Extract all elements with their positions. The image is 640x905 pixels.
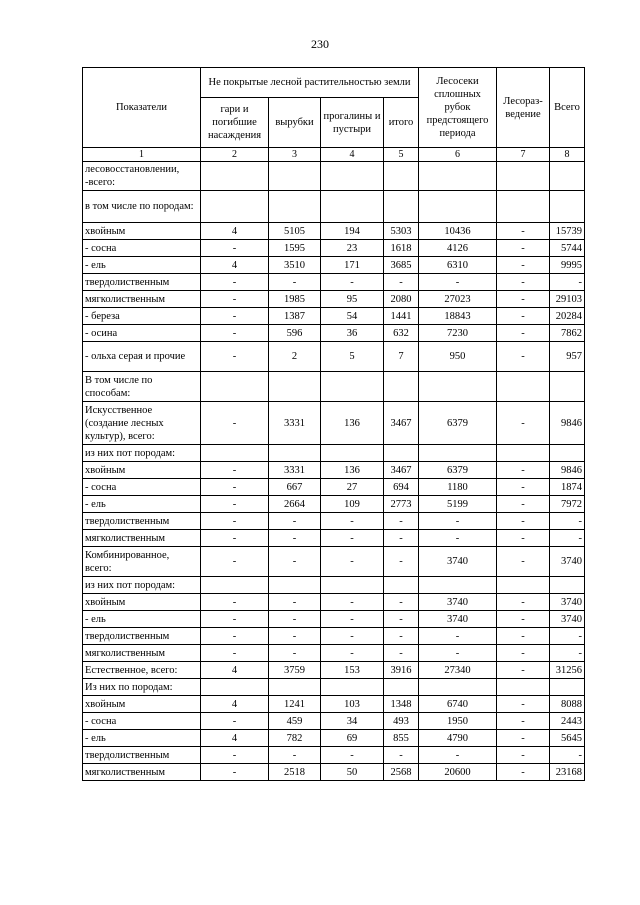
cell-value: 8088: [550, 696, 585, 713]
table-row: [83, 547, 585, 577]
cell-value: -: [497, 274, 550, 291]
cell-value: [201, 679, 269, 696]
cell-value: 459: [269, 713, 321, 730]
cell-value: 27: [321, 479, 384, 496]
cell-value: [321, 679, 384, 696]
cell-value: [419, 372, 497, 402]
cell-value: 5199: [419, 496, 497, 513]
cell-value: -: [321, 611, 384, 628]
row-label: твердолиственным: [83, 513, 201, 530]
table-row: [83, 402, 585, 445]
cell-value: [384, 162, 419, 191]
cell-value: 1441: [384, 308, 419, 325]
table-row: [83, 445, 585, 462]
cell-value: -: [269, 747, 321, 764]
cell-value: -: [321, 274, 384, 291]
cell-value: -: [550, 747, 585, 764]
cell-value: 18843: [419, 308, 497, 325]
row-label: Естественное, всего:: [83, 662, 201, 679]
cell-value: -: [201, 594, 269, 611]
cell-value: -: [497, 713, 550, 730]
cell-value: [419, 191, 497, 223]
table-row: [83, 496, 585, 513]
cell-value: 3685: [384, 257, 419, 274]
row-label: хвойным: [83, 594, 201, 611]
table-row: [83, 594, 585, 611]
cell-value: 27023: [419, 291, 497, 308]
table-row: [83, 223, 585, 240]
cell-value: -: [419, 274, 497, 291]
cell-value: -: [497, 402, 550, 445]
row-label: из них пот породам:: [83, 577, 201, 594]
row-label: хвойным: [83, 696, 201, 713]
cell-value: -: [497, 730, 550, 747]
column-number: 2: [201, 148, 269, 162]
header-cuttings: вырубки: [269, 98, 321, 148]
cell-value: [419, 577, 497, 594]
cell-value: [550, 577, 585, 594]
cell-value: [321, 577, 384, 594]
row-label: Из них по породам:: [83, 679, 201, 696]
table-row: [83, 730, 585, 747]
cell-value: 54: [321, 308, 384, 325]
row-label: мягколиственным: [83, 291, 201, 308]
cell-value: 1618: [384, 240, 419, 257]
cell-value: 9995: [550, 257, 585, 274]
cell-value: -: [269, 628, 321, 645]
cell-value: -: [269, 594, 321, 611]
header-indicators: Показатели: [83, 68, 201, 148]
cell-value: -: [550, 645, 585, 662]
cell-value: 694: [384, 479, 419, 496]
cell-value: -: [384, 594, 419, 611]
cell-value: 855: [384, 730, 419, 747]
cell-value: 3740: [419, 611, 497, 628]
cell-value: 6740: [419, 696, 497, 713]
row-label: мягколиственным: [83, 645, 201, 662]
row-label: - ель: [83, 730, 201, 747]
row-label: Комбинированное, всего:: [83, 547, 201, 577]
cell-value: 103: [321, 696, 384, 713]
cell-value: 4: [201, 662, 269, 679]
cell-value: [201, 372, 269, 402]
header-subtotal: итого: [384, 98, 419, 148]
cell-value: [384, 679, 419, 696]
cell-value: -: [321, 628, 384, 645]
table-row: [83, 191, 585, 223]
cell-value: 6379: [419, 462, 497, 479]
cell-value: 632: [384, 325, 419, 342]
table-row: [83, 679, 585, 696]
cell-value: 2080: [384, 291, 419, 308]
table-row: [83, 257, 585, 274]
table-row: [83, 611, 585, 628]
cell-value: 50: [321, 764, 384, 781]
cell-value: [201, 191, 269, 223]
cell-value: 136: [321, 462, 384, 479]
cell-value: [269, 679, 321, 696]
row-label: - береза: [83, 308, 201, 325]
column-number: 4: [321, 148, 384, 162]
table-row: [83, 530, 585, 547]
cell-value: 69: [321, 730, 384, 747]
cell-value: 10436: [419, 223, 497, 240]
cell-value: -: [497, 764, 550, 781]
cell-value: -: [201, 628, 269, 645]
cell-value: 1874: [550, 479, 585, 496]
cell-value: [321, 372, 384, 402]
cell-value: -: [201, 308, 269, 325]
cell-value: 7862: [550, 325, 585, 342]
row-label: - ель: [83, 257, 201, 274]
cell-value: 5645: [550, 730, 585, 747]
cell-value: 109: [321, 496, 384, 513]
cell-value: -: [201, 513, 269, 530]
table-row: [83, 342, 585, 372]
header-burns: гари и погибшие насаждения: [201, 98, 269, 148]
cell-value: 1387: [269, 308, 321, 325]
cell-value: 4: [201, 257, 269, 274]
cell-value: -: [201, 462, 269, 479]
row-label: из них пот породам:: [83, 445, 201, 462]
header-glades: прогалины и пустыри: [321, 98, 384, 148]
header-not-covered: Не покрытые лесной растительностью земли: [201, 68, 419, 98]
page-number: 230: [311, 37, 329, 51]
column-number-row: [83, 148, 585, 162]
cell-value: -: [201, 240, 269, 257]
row-label: твердолиственным: [83, 747, 201, 764]
cell-value: 3510: [269, 257, 321, 274]
cell-value: -: [201, 645, 269, 662]
cell-value: 171: [321, 257, 384, 274]
cell-value: 7972: [550, 496, 585, 513]
row-label: - сосна: [83, 713, 201, 730]
column-number: 8: [550, 148, 585, 162]
cell-value: -: [497, 223, 550, 240]
row-label: хвойным: [83, 462, 201, 479]
cell-value: [269, 577, 321, 594]
cell-value: -: [384, 645, 419, 662]
cell-value: -: [497, 291, 550, 308]
cell-value: -: [269, 274, 321, 291]
cell-value: 2: [269, 342, 321, 372]
header-total: Всего: [550, 68, 585, 148]
cell-value: -: [201, 274, 269, 291]
cell-value: -: [497, 696, 550, 713]
cell-value: [269, 162, 321, 191]
table-row: [83, 764, 585, 781]
cell-value: [419, 162, 497, 191]
cell-value: 2518: [269, 764, 321, 781]
cell-value: [497, 445, 550, 462]
data-table: [82, 67, 585, 781]
cell-value: 3331: [269, 402, 321, 445]
cell-value: 4: [201, 730, 269, 747]
row-label: - ель: [83, 611, 201, 628]
cell-value: [550, 445, 585, 462]
cell-value: 7230: [419, 325, 497, 342]
cell-value: 1950: [419, 713, 497, 730]
cell-value: -: [497, 662, 550, 679]
cell-value: 782: [269, 730, 321, 747]
cell-value: 5: [321, 342, 384, 372]
cell-value: -: [419, 747, 497, 764]
cell-value: 9846: [550, 462, 585, 479]
cell-value: -: [419, 513, 497, 530]
row-label: - ольха серая и прочие: [83, 342, 201, 372]
cell-value: 3740: [550, 547, 585, 577]
cell-value: -: [384, 530, 419, 547]
cell-value: 3740: [419, 547, 497, 577]
cell-value: 136: [321, 402, 384, 445]
cell-value: -: [201, 342, 269, 372]
column-number: 3: [269, 148, 321, 162]
cell-value: [269, 445, 321, 462]
column-number: 5: [384, 148, 419, 162]
row-label: твердолиственным: [83, 628, 201, 645]
cell-value: [384, 577, 419, 594]
cell-value: 2568: [384, 764, 419, 781]
cell-value: -: [201, 611, 269, 628]
cell-value: 957: [550, 342, 585, 372]
cell-value: -: [201, 325, 269, 342]
cell-value: -: [201, 496, 269, 513]
row-label: В том числе по способам:: [83, 372, 201, 402]
table-row: [83, 308, 585, 325]
cell-value: 596: [269, 325, 321, 342]
cell-value: [550, 372, 585, 402]
cell-value: -: [497, 645, 550, 662]
table-row: [83, 291, 585, 308]
cell-value: 1241: [269, 696, 321, 713]
cell-value: 950: [419, 342, 497, 372]
cell-value: [269, 191, 321, 223]
cell-value: [497, 679, 550, 696]
cell-value: 3467: [384, 402, 419, 445]
table-row: [83, 372, 585, 402]
cell-value: [201, 162, 269, 191]
cell-value: -: [419, 530, 497, 547]
cell-value: -: [497, 462, 550, 479]
cell-value: 7: [384, 342, 419, 372]
cell-value: 5303: [384, 223, 419, 240]
cell-value: 20600: [419, 764, 497, 781]
cell-value: [384, 191, 419, 223]
column-number: 6: [419, 148, 497, 162]
cell-value: [384, 445, 419, 462]
cell-value: 4: [201, 696, 269, 713]
row-label: мягколиственным: [83, 764, 201, 781]
header-clearcut: Лесосеки сплошных рубок предстоящего периода: [419, 68, 497, 148]
cell-value: 34: [321, 713, 384, 730]
table-row: [83, 696, 585, 713]
table-row: [83, 462, 585, 479]
cell-value: -: [384, 274, 419, 291]
cell-value: -: [419, 628, 497, 645]
cell-value: 2773: [384, 496, 419, 513]
cell-value: -: [497, 496, 550, 513]
cell-value: 1180: [419, 479, 497, 496]
cell-value: 23168: [550, 764, 585, 781]
table-row: [83, 325, 585, 342]
cell-value: -: [201, 402, 269, 445]
cell-value: -: [497, 628, 550, 645]
cell-value: 3740: [550, 611, 585, 628]
cell-value: [201, 577, 269, 594]
column-number: 7: [497, 148, 550, 162]
row-label: - сосна: [83, 240, 201, 257]
cell-value: 3740: [419, 594, 497, 611]
cell-value: 3740: [550, 594, 585, 611]
table-row: [83, 577, 585, 594]
cell-value: -: [497, 594, 550, 611]
cell-value: -: [550, 530, 585, 547]
cell-value: -: [269, 645, 321, 662]
cell-value: 4126: [419, 240, 497, 257]
cell-value: 29103: [550, 291, 585, 308]
cell-value: 4790: [419, 730, 497, 747]
cell-value: 15739: [550, 223, 585, 240]
cell-value: [497, 191, 550, 223]
cell-value: -: [384, 628, 419, 645]
cell-value: -: [497, 547, 550, 577]
cell-value: 6379: [419, 402, 497, 445]
cell-value: -: [497, 240, 550, 257]
cell-value: -: [497, 342, 550, 372]
cell-value: -: [269, 530, 321, 547]
cell-value: [550, 162, 585, 191]
cell-value: -: [550, 513, 585, 530]
cell-value: [550, 191, 585, 223]
cell-value: -: [497, 308, 550, 325]
cell-value: -: [321, 530, 384, 547]
cell-value: -: [201, 479, 269, 496]
cell-value: -: [321, 594, 384, 611]
cell-value: 3331: [269, 462, 321, 479]
cell-value: -: [497, 325, 550, 342]
cell-value: [497, 577, 550, 594]
cell-value: [419, 445, 497, 462]
table-row: [83, 274, 585, 291]
cell-value: -: [497, 257, 550, 274]
cell-value: -: [497, 611, 550, 628]
cell-value: -: [497, 747, 550, 764]
cell-value: 194: [321, 223, 384, 240]
cell-value: -: [497, 513, 550, 530]
cell-value: 1348: [384, 696, 419, 713]
cell-value: -: [497, 479, 550, 496]
table-row: [83, 162, 585, 191]
cell-value: -: [419, 645, 497, 662]
cell-value: -: [201, 747, 269, 764]
cell-value: -: [550, 628, 585, 645]
table-row: [83, 240, 585, 257]
cell-value: -: [321, 747, 384, 764]
cell-value: 2443: [550, 713, 585, 730]
cell-value: 23: [321, 240, 384, 257]
cell-value: [321, 445, 384, 462]
cell-value: -: [497, 530, 550, 547]
cell-value: -: [321, 645, 384, 662]
table-row: [83, 513, 585, 530]
table-row: [83, 479, 585, 496]
cell-value: -: [550, 274, 585, 291]
cell-value: 493: [384, 713, 419, 730]
cell-value: [384, 372, 419, 402]
cell-value: 9846: [550, 402, 585, 445]
cell-value: 20284: [550, 308, 585, 325]
cell-value: 3759: [269, 662, 321, 679]
cell-value: -: [321, 547, 384, 577]
row-label: - осина: [83, 325, 201, 342]
cell-value: 3916: [384, 662, 419, 679]
cell-value: [550, 679, 585, 696]
cell-value: [269, 372, 321, 402]
table-row: [83, 713, 585, 730]
cell-value: 31256: [550, 662, 585, 679]
cell-value: -: [269, 611, 321, 628]
header-afforestation: Лесораз-ведение: [497, 68, 550, 148]
cell-value: 3467: [384, 462, 419, 479]
cell-value: -: [384, 513, 419, 530]
row-label: мягколиственным: [83, 530, 201, 547]
row-label: - ель: [83, 496, 201, 513]
cell-value: 153: [321, 662, 384, 679]
cell-value: -: [201, 547, 269, 577]
cell-value: 2664: [269, 496, 321, 513]
row-label: в том числе по породам:: [83, 191, 201, 223]
row-label: Искусственное (создание лесных культур), всего:: [83, 402, 201, 445]
cell-value: 36: [321, 325, 384, 342]
table-row: [83, 662, 585, 679]
cell-value: -: [384, 747, 419, 764]
table-row: [83, 645, 585, 662]
cell-value: [321, 162, 384, 191]
cell-value: -: [201, 291, 269, 308]
cell-value: -: [201, 713, 269, 730]
cell-value: -: [201, 764, 269, 781]
cell-value: 5744: [550, 240, 585, 257]
cell-value: -: [384, 547, 419, 577]
table-row: [83, 628, 585, 645]
cell-value: [497, 372, 550, 402]
row-label: лесовосстановлении, -всего:: [83, 162, 201, 191]
cell-value: 27340: [419, 662, 497, 679]
cell-value: [419, 679, 497, 696]
cell-value: -: [321, 513, 384, 530]
cell-value: 1595: [269, 240, 321, 257]
cell-value: [497, 162, 550, 191]
cell-value: -: [269, 513, 321, 530]
row-label: твердолиственным: [83, 274, 201, 291]
cell-value: 95: [321, 291, 384, 308]
cell-value: -: [201, 530, 269, 547]
column-number: 1: [83, 148, 201, 162]
cell-value: -: [384, 611, 419, 628]
table-row: [83, 747, 585, 764]
row-label: хвойным: [83, 223, 201, 240]
cell-value: -: [269, 547, 321, 577]
cell-value: 667: [269, 479, 321, 496]
cell-value: [201, 445, 269, 462]
row-label: - сосна: [83, 479, 201, 496]
cell-value: 5105: [269, 223, 321, 240]
cell-value: 4: [201, 223, 269, 240]
cell-value: 6310: [419, 257, 497, 274]
cell-value: 1985: [269, 291, 321, 308]
cell-value: [321, 191, 384, 223]
